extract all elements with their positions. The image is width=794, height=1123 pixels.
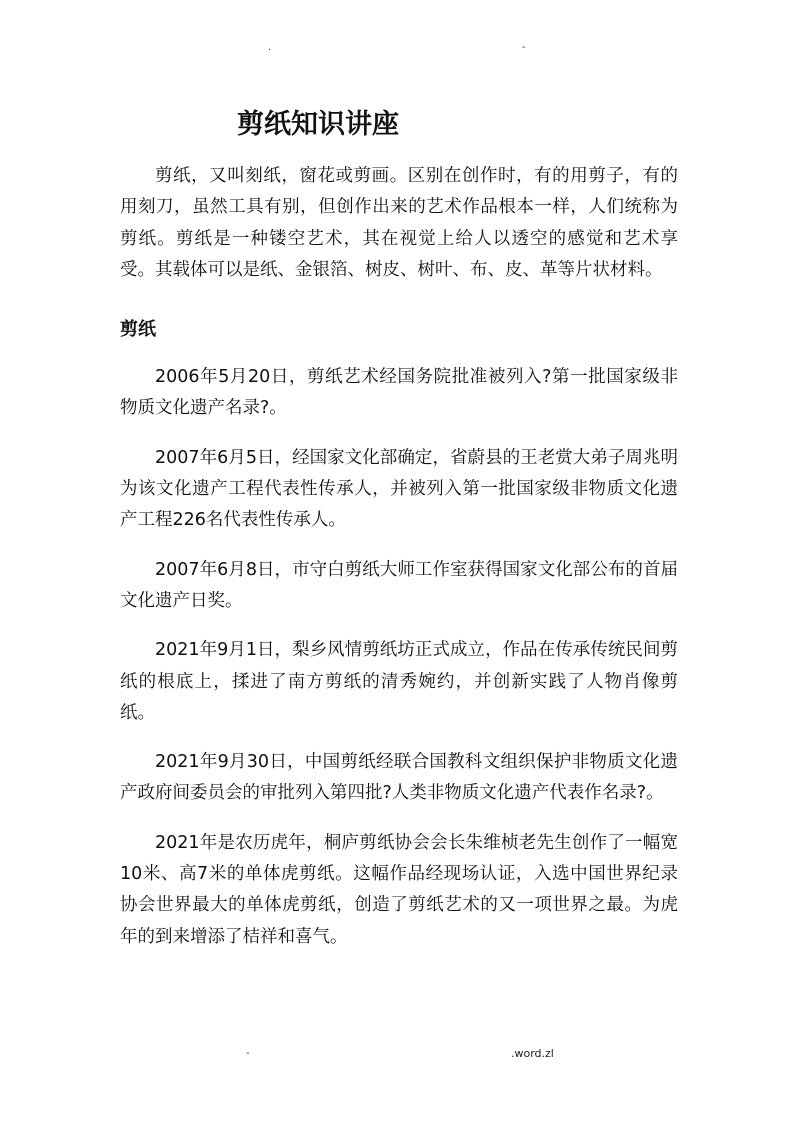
header-mark-left: . <box>268 42 272 53</box>
paragraph-2007-jun5: 2007年6月5日，经国家文化部确定，省蔚县的王老赏大弟子周兆明为该文化遗产工程代表性传承人，并被列入第一批国家级非物质文化遗产工程226名代表性传承人。 <box>120 447 678 531</box>
header-mark-right: - <box>522 42 526 53</box>
paragraph-tiger-year: 2021年是农历虎年，桐庐剪纸协会会长朱维桢老先生创作了一幅宽10米、高7米的单体虎剪纸。这幅作品经现场认证，入选中国世界纪录协会世界最大的单体虎剪纸，创造了剪纸艺术的又一项世界之最。为虎年的到来增添了桔祥和喜气。 <box>120 832 678 947</box>
section-heading: 剪纸 <box>120 319 156 341</box>
paragraph-2007-jun8: 2007年6月8日，市守白剪纸大师工作室获得国家文化部公布的首届文化遗产日奖。 <box>120 559 678 611</box>
paragraph-2021-sep30: 2021年9月30日，中国剪纸经联合国教科文组织保护非物质文化遗产政府间委员会的审批列入第四批?人类非物质文化遗产代表作名录?。 <box>120 752 678 804</box>
paragraph-2021-sep1: 2021年9月1日，梨乡风情剪纸坊正式成立，作品在传承传统民间剪纸的根底上，揉进了南方剪纸的清秀婉约，并创新实践了人物肖像剪纸。 <box>120 640 678 723</box>
paragraph-2006: 2006年5月20日，剪纸艺术经国务院批准被列入?第一批国家级非物质文化遗产名录?。 <box>120 367 678 419</box>
intro-paragraph: 剪纸，又叫刻纸，窗花或剪画。区别在创作时，有的用剪子，有的用刻刀，虽然工具有别，但创作出来的艺术作品根本一样，人们统称为剪纸。剪纸是一种镂空艺术，其在视觉上给人以透空的感觉和艺术享受。其载体可以是纸、金银箔、树皮、树叶、布、皮、革等片状材料。 <box>120 166 678 280</box>
footer-mark-left: - <box>246 1048 250 1059</box>
footer-brand: .word.zl <box>511 1047 554 1060</box>
page-title: 剪纸知识讲座 <box>237 109 399 140</box>
document-body <box>120 161 678 971</box>
